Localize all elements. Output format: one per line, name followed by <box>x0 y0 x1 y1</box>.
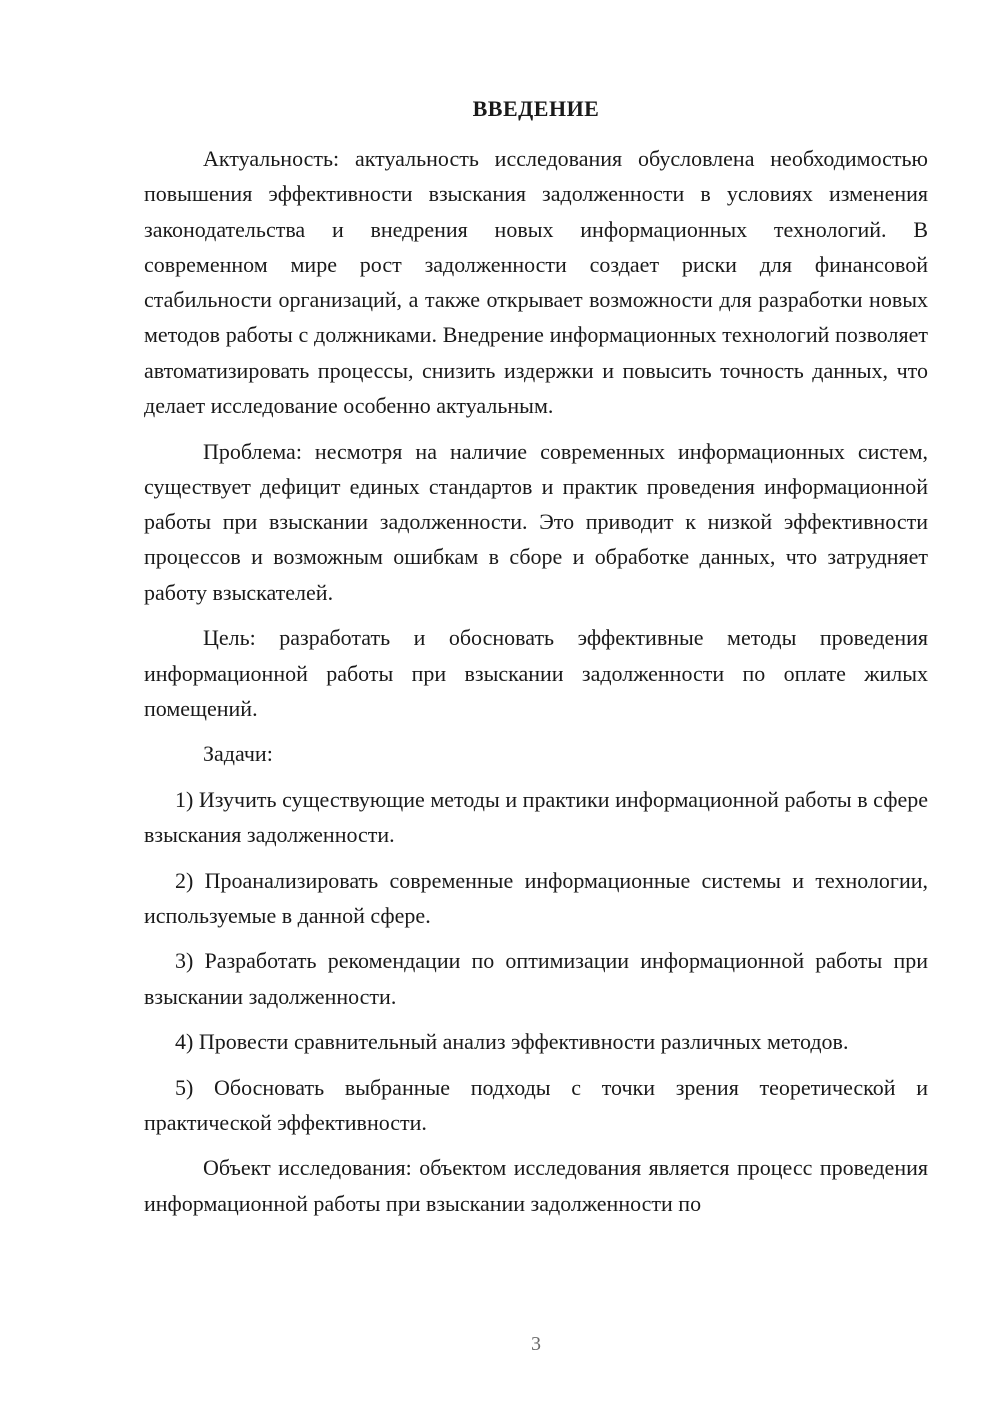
task-item-1: 1) Изучить существующие методы и практики информационной работы в сфере взыскания задолженности. <box>144 786 928 848</box>
task-item-4: 4) Провести сравнительный анализ эффективности различных методов. <box>175 1029 849 1055</box>
paragraph-goal: Цель: разработать и обосновать эффективные методы проведения информационной работы при взыскании задолженности по оплате жилых помещений. <box>144 625 928 721</box>
task-item-2: 2) Проанализировать современные информационные системы и технологии, используемые в данной сфере. <box>144 867 928 928</box>
paragraph-object: Объект исследования: объектом исследования является процесс проведения информационной работы при взыскании задолженности по <box>144 1155 928 1216</box>
page-heading: ВВЕДЕНИЕ <box>472 96 600 121</box>
task-item-5: 5) Обосновать выбранные подходы с точки зрения теоретической и практической эффективности. <box>144 1074 928 1135</box>
paragraph-tasks-label: Задачи: <box>203 741 273 767</box>
body-text <box>144 141 928 1231</box>
task-item-3: 3) Разработать рекомендации по оптимизации информационной работы при взыскании задолженности. <box>144 948 928 1009</box>
paragraph-relevance: Актуальность: актуальность исследования обусловлена необходимостью повышения эффективности взыскания задолженности в условиях изменения законодательства и внедрения новых информационных технологий. В современном мире рост задолженности создает риски для финансовой стабильности организаций, а также открывает возможности для разработки новых методов работы с должниками. Внедрение информационных технологий позволяет автоматизировать процессы, снизить издержки и повысить точность данных, что делает исследование особенно актуальным. <box>144 146 928 419</box>
page-number: 3 <box>531 1333 541 1355</box>
paragraph-problem: Проблема: несмотря на наличие современных информационных систем, существует дефицит единых стандартов и практик проведения информационной работы при взыскании задолженности. Это приводит к низкой эффективности процессов и возможным ошибкам в сборе и обработке данных, что затрудняет работу взыскателей. <box>144 438 928 605</box>
